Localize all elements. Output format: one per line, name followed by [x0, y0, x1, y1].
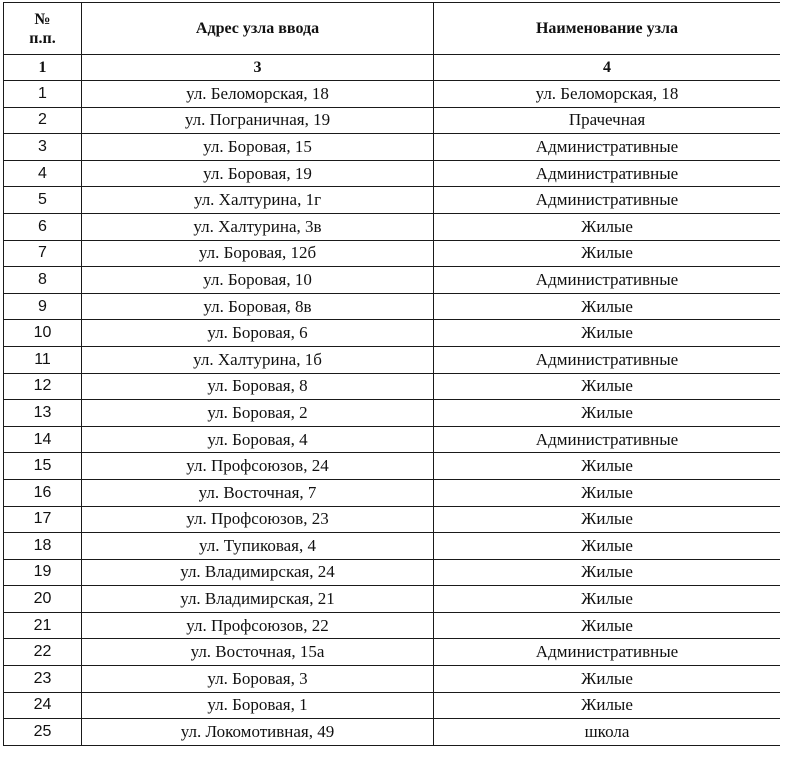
- row-number-cell: 16: [4, 479, 82, 506]
- address-cell: ул. Тупиковая, 4: [82, 533, 434, 560]
- node-name-cell: Административные: [434, 160, 781, 187]
- node-name-cell: Жилые: [434, 293, 781, 320]
- node-name-cell: Жилые: [434, 453, 781, 480]
- table-row: [4, 293, 781, 320]
- address-cell: ул. Профсоюзов, 22: [82, 612, 434, 639]
- table-row: [4, 160, 781, 187]
- address-cell: ул. Локомотивная, 49: [82, 719, 434, 746]
- row-number-cell: 9: [4, 293, 82, 320]
- table-row: [4, 559, 781, 586]
- row-number-cell: 14: [4, 426, 82, 453]
- row-number-cell: 1: [4, 81, 82, 108]
- table-row: [4, 586, 781, 613]
- table-row: [4, 213, 781, 240]
- node-name-cell: Административные: [434, 346, 781, 373]
- address-cell: ул. Боровая, 3: [82, 666, 434, 693]
- node-name-cell: Жилые: [434, 373, 781, 400]
- table-row: [4, 453, 781, 480]
- node-name-cell: Жилые: [434, 533, 781, 560]
- row-number-cell: 3: [4, 134, 82, 161]
- address-cell: ул. Боровая, 15: [82, 134, 434, 161]
- column-number-cell: 1: [4, 55, 82, 81]
- node-name-cell: Жилые: [434, 666, 781, 693]
- address-cell: ул. Пограничная, 19: [82, 107, 434, 134]
- row-number-cell: 11: [4, 346, 82, 373]
- address-cell: ул. Боровая, 10: [82, 267, 434, 294]
- address-cell: ул. Владимирская, 24: [82, 559, 434, 586]
- table-row: [4, 400, 781, 427]
- address-cell: ул. Профсоюзов, 24: [82, 453, 434, 480]
- table-row: [4, 666, 781, 693]
- node-name-cell: Жилые: [434, 586, 781, 613]
- node-name-cell: Жилые: [434, 240, 781, 267]
- node-name-cell: Административные: [434, 187, 781, 214]
- address-cell: ул. Боровая, 2: [82, 400, 434, 427]
- node-name-cell: Жилые: [434, 506, 781, 533]
- address-cell: ул. Боровая, 8: [82, 373, 434, 400]
- row-number-cell: 17: [4, 506, 82, 533]
- table-row: [4, 240, 781, 267]
- table-body: [4, 81, 781, 746]
- table-row: [4, 506, 781, 533]
- address-cell: ул. Беломорская, 18: [82, 81, 434, 108]
- row-number-cell: 25: [4, 719, 82, 746]
- node-name-cell: ул. Беломорская, 18: [434, 81, 781, 108]
- node-name-cell: Административные: [434, 134, 781, 161]
- table-row: [4, 346, 781, 373]
- address-cell: ул. Боровая, 4: [82, 426, 434, 453]
- node-name-cell: школа: [434, 719, 781, 746]
- row-number-cell: 23: [4, 666, 82, 693]
- row-number-cell: 21: [4, 612, 82, 639]
- row-number-cell: 8: [4, 267, 82, 294]
- address-cell: ул. Боровая, 19: [82, 160, 434, 187]
- address-cell: ул. Боровая, 1: [82, 692, 434, 719]
- row-number-cell: 24: [4, 692, 82, 719]
- header-address: Адрес узла ввода: [82, 3, 434, 55]
- node-name-cell: Жилые: [434, 612, 781, 639]
- table-row: [4, 479, 781, 506]
- row-number-cell: 22: [4, 639, 82, 666]
- input-nodes-table: [3, 2, 780, 746]
- table-row: [4, 533, 781, 560]
- row-number-cell: 15: [4, 453, 82, 480]
- address-cell: ул. Боровая, 8в: [82, 293, 434, 320]
- table-row: [4, 267, 781, 294]
- address-cell: ул. Халтурина, 1г: [82, 187, 434, 214]
- header-node-name: Наименование узла: [434, 3, 781, 55]
- address-cell: ул. Халтурина, 1б: [82, 346, 434, 373]
- address-cell: ул. Халтурина, 3в: [82, 213, 434, 240]
- row-number-cell: 5: [4, 187, 82, 214]
- address-cell: ул. Боровая, 12б: [82, 240, 434, 267]
- table-row: [4, 107, 781, 134]
- column-number-row: [4, 55, 781, 81]
- table-row: [4, 320, 781, 347]
- table-row: [4, 81, 781, 108]
- table-row: [4, 134, 781, 161]
- header-number: № п.п.: [4, 3, 82, 55]
- node-name-cell: Административные: [434, 639, 781, 666]
- address-cell: ул. Профсоюзов, 23: [82, 506, 434, 533]
- node-name-cell: Жилые: [434, 479, 781, 506]
- node-name-cell: Жилые: [434, 213, 781, 240]
- row-number-cell: 20: [4, 586, 82, 613]
- row-number-cell: 10: [4, 320, 82, 347]
- address-cell: ул. Боровая, 6: [82, 320, 434, 347]
- table-row: [4, 692, 781, 719]
- node-name-cell: Жилые: [434, 559, 781, 586]
- row-number-cell: 12: [4, 373, 82, 400]
- row-number-cell: 19: [4, 559, 82, 586]
- node-name-cell: Прачечная: [434, 107, 781, 134]
- row-number-cell: 18: [4, 533, 82, 560]
- column-number-cell: 3: [82, 55, 434, 81]
- address-cell: ул. Восточная, 7: [82, 479, 434, 506]
- node-name-cell: Жилые: [434, 400, 781, 427]
- node-name-cell: Жилые: [434, 320, 781, 347]
- document-page: [3, 2, 780, 754]
- table-row: [4, 719, 781, 746]
- table-row: [4, 612, 781, 639]
- table-row: [4, 187, 781, 214]
- table-row: [4, 373, 781, 400]
- row-number-cell: 6: [4, 213, 82, 240]
- row-number-cell: 7: [4, 240, 82, 267]
- address-cell: ул. Восточная, 15а: [82, 639, 434, 666]
- table-row: [4, 639, 781, 666]
- node-name-cell: Административные: [434, 426, 781, 453]
- column-number-cell: 4: [434, 55, 781, 81]
- node-name-cell: Жилые: [434, 692, 781, 719]
- row-number-cell: 2: [4, 107, 82, 134]
- table-header: [4, 3, 781, 81]
- table-row: [4, 426, 781, 453]
- header-row: [4, 3, 781, 55]
- row-number-cell: 4: [4, 160, 82, 187]
- row-number-cell: 13: [4, 400, 82, 427]
- address-cell: ул. Владимирская, 21: [82, 586, 434, 613]
- node-name-cell: Административные: [434, 267, 781, 294]
